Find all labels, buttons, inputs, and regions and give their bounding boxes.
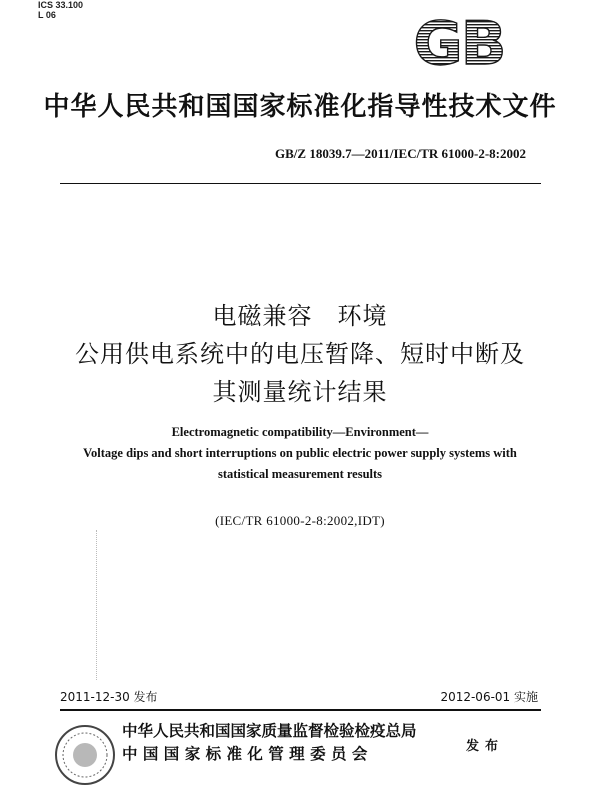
- issue-date: 2011-12-30 发布: [60, 690, 158, 704]
- header-divider: [60, 183, 541, 184]
- ics-code: ICS 33.100: [38, 0, 84, 10]
- title-en-line-2: Voltage dips and short interruptions on public electric power supply systems with: [83, 446, 517, 460]
- title-cn-line-2: 公用供电系统中的电压暂降、短时中断及: [75, 340, 525, 368]
- title-en-line-1: Electromagnetic compatibility—Environment—: [171, 425, 429, 439]
- ccs-code: L 06: [38, 10, 56, 20]
- issuer-title: 中华人民共和国国家标准化指导性技术文件: [43, 92, 557, 122]
- title-cn-line-1: 电磁兼容 环境: [212, 302, 388, 330]
- gb-logo: [402, 15, 517, 68]
- title-cn-line-3: 其测量统计结果: [212, 378, 388, 406]
- official-seal-icon: [54, 724, 116, 786]
- scan-artifact-dots: [96, 530, 99, 680]
- classification-codes: [38, 0, 83, 20]
- title-en-line-3: statistical measurement results: [217, 467, 383, 481]
- effective-date: 2012-06-01 实施: [440, 690, 538, 704]
- standard-number: GB/Z 18039.7—2011/IEC/TR 61000-2-8:2002: [275, 146, 526, 161]
- publisher-sac: 中 国 国 家 标 准 化 管 理 委 员 会: [122, 745, 368, 763]
- publisher-aqsiq: 中华人民共和国国家质量监督检验检疫总局: [122, 722, 417, 740]
- publish-label: 发布: [466, 739, 505, 754]
- footer-divider: [60, 709, 541, 711]
- gb-logo-mark: GB: [413, 15, 505, 68]
- equivalence-identifier: (IEC/TR 61000-2-8:2002,IDT): [215, 513, 385, 528]
